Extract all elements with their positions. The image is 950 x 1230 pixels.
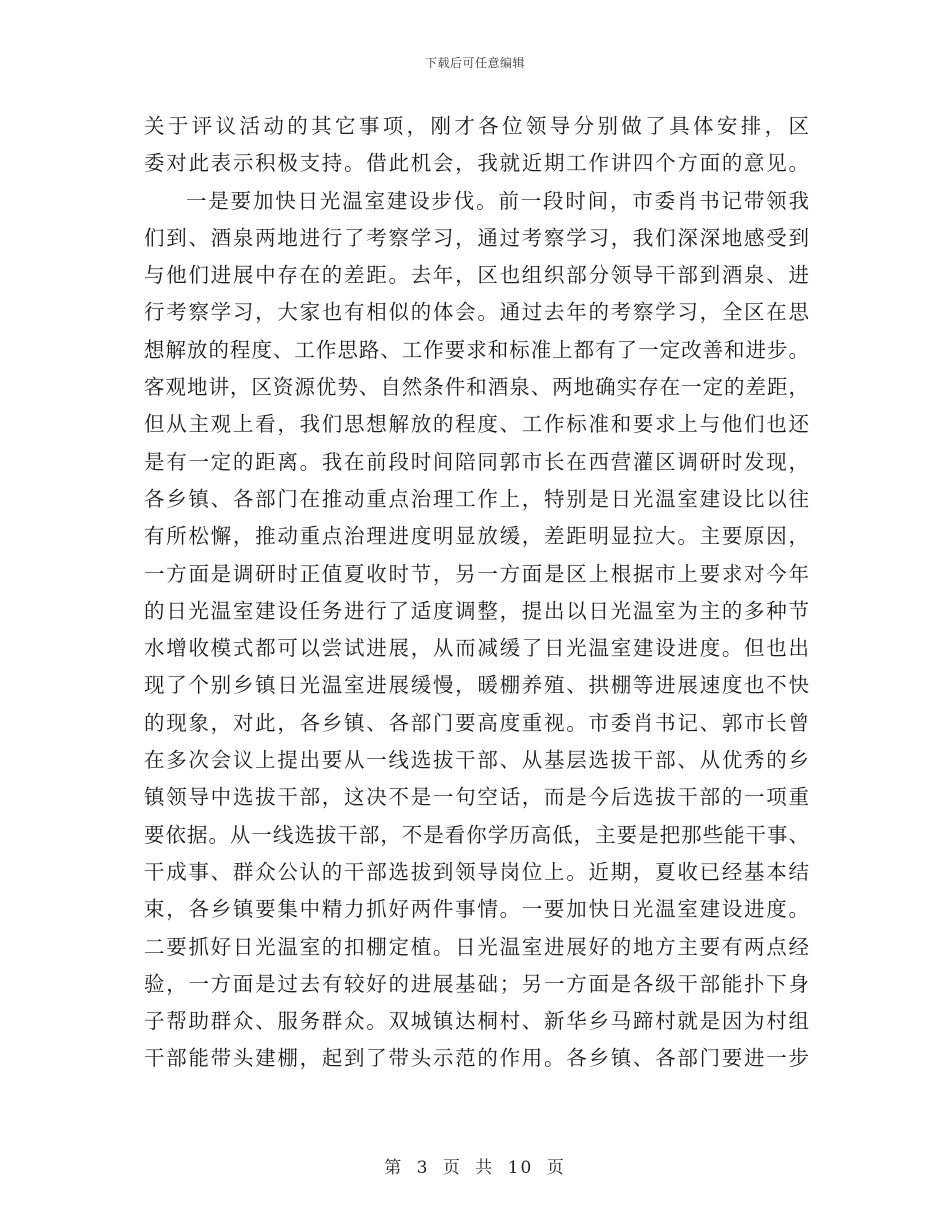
text-line: 验，一方面是过去有较好的进展基础；另一方面是各级干部能扑下身 xyxy=(144,971,809,996)
text-line: 一是要加快日光温室建设步伐。前一段时间，市委肖书记带领我 xyxy=(186,188,809,213)
text-line: 镇领导中选拔干部，这决不是一句空话，而是今后选拔干部的一项重 xyxy=(144,785,809,810)
page-header: 下载后可任意编辑 xyxy=(424,56,525,70)
text-line: 行考察学习，大家也有相似的体会。通过去年的考察学习，全区在思 xyxy=(144,300,809,325)
document-body xyxy=(144,108,809,1078)
page-footer: 第 3 页 共 10 页 xyxy=(384,1158,566,1178)
text-line: 现了个别乡镇日光温室进展缓慢，暖棚养殖、拱棚等进展速度也不快 xyxy=(144,673,809,698)
text-line: 要依据。从一线选拔干部，不是看你学历高低，主要是把那些能干事、 xyxy=(144,822,809,847)
text-line: 有所松懈，推动重点治理进度明显放缓，差距明显拉大。主要原因， xyxy=(144,524,809,549)
text-line: 们到、酒泉两地进行了考察学习，通过考察学习，我们深深地感受到 xyxy=(144,225,809,250)
text-line: 水增收模式都可以尝试进展，从而减缓了日光温室建设进度。但也出 xyxy=(144,636,809,661)
text-line: 委对此表示积极支持。借此机会，我就近期工作讲四个方面的意见。 xyxy=(144,151,809,176)
text-line: 但从主观上看，我们思想解放的程度、工作标准和要求上与他们也还 xyxy=(144,412,809,437)
text-line: 的现象，对此，各乡镇、各部门要高度重视。市委肖书记、郭市长曾 xyxy=(144,710,809,735)
text-line: 在多次会议上提出要从一线选拔干部、从基层选拔干部、从优秀的乡 xyxy=(144,748,809,773)
text-line: 与他们进展中存在的差距。去年，区也组织部分领导干部到酒泉、进 xyxy=(144,263,809,288)
text-line: 一方面是调研时正值夏收时节，另一方面是区上根据市上要求对今年 xyxy=(144,561,809,586)
text-line: 是有一定的距离。我在前段时间陪同郭市长在西营灌区调研时发现， xyxy=(144,449,809,474)
text-line: 束，各乡镇要集中精力抓好两件事情。一要加快日光温室建设进度。 xyxy=(144,897,809,922)
text-line: 关于评议活动的其它事项，刚才各位领导分别做了具体安排，区 xyxy=(144,114,809,138)
text-line: 干部能带头建棚，起到了带头示范的作用。各乡镇、各部门要进一步 xyxy=(144,1046,809,1071)
text-line: 干成事、群众公认的干部选拔到领导岗位上。近期，夏收已经基本结 xyxy=(144,859,809,884)
text-line: 各乡镇、各部门在推动重点治理工作上，特别是日光温室建设比以往 xyxy=(144,486,809,511)
text-line: 想解放的程度、工作思路、工作要求和标准上都有了一定改善和进步。 xyxy=(144,337,809,362)
text-line: 二要抓好日光温室的扣棚定植。日光温室进展好的地方主要有两点经 xyxy=(144,934,809,959)
text-line: 的日光温室建设任务进行了适度调整，提出以日光温室为主的多种节 xyxy=(144,598,809,623)
text-line: 子帮助群众、服务群众。双城镇达桐村、新华乡马蹄村就是因为村组 xyxy=(144,1009,809,1034)
text-line: 客观地讲，区资源优势、自然条件和酒泉、两地确实存在一定的差距， xyxy=(144,375,809,400)
